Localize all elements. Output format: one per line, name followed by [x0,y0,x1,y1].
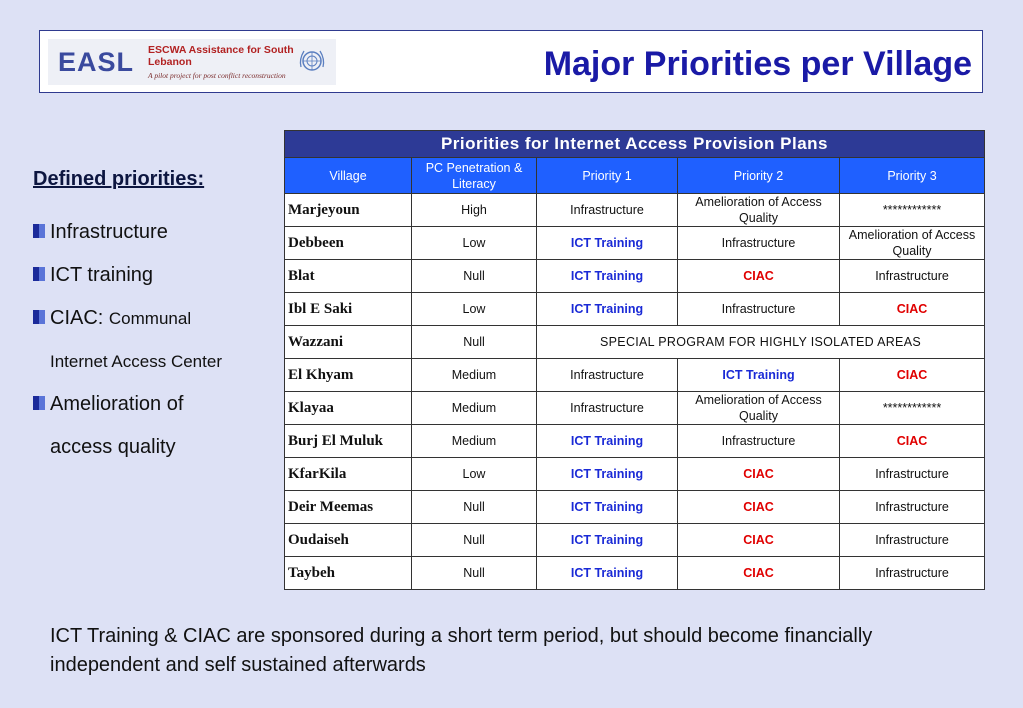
bullet-icon [33,310,45,324]
priority-2-cell: CIAC [678,458,840,491]
logo-subtitle: A pilot project for post conflict reconstruction [148,71,286,80]
bullet-icon [33,267,45,281]
priority-3-cell: Infrastructure [840,458,985,491]
priority-1-cell: ICT Training [537,524,678,557]
bullet-ict-training [33,254,278,297]
col-header-priority-2: Priority 2 [678,158,840,194]
village-cell: Marjeyoun [285,194,412,227]
pc-penetration-cell: Null [412,491,537,524]
slide-header [39,30,983,93]
priority-1-cell: ICT Training [537,227,678,260]
table-row [285,227,985,260]
pc-penetration-cell: Null [412,260,537,293]
priority-3-cell: Infrastructure [840,524,985,557]
priority-3-cell: ************ [840,194,985,227]
pc-penetration-cell: Low [412,293,537,326]
bullet-label: Amelioration of [50,393,184,415]
priority-1-cell: ICT Training [537,293,678,326]
priority-2-cell: CIAC [678,524,840,557]
col-header-village: Village [285,158,412,194]
col-header-pc-penetration: PC Penetration & Literacy [412,158,537,194]
priority-3-cell: Infrastructure [840,491,985,524]
amelioration-cont: access quality [50,436,176,458]
priority-3-cell: Amelioration of Access Quality [840,227,985,260]
village-cell: Ibl E Saki [285,293,412,326]
table-caption: Priorities for Internet Access Provision Plans [285,131,985,158]
pc-penetration-cell: Medium [412,359,537,392]
priorities-list [33,168,278,469]
village-cell: Wazzani [285,326,412,359]
priority-3-cell: Infrastructure [840,260,985,293]
bullet-label: ICT training [50,264,154,286]
village-cell: Oudaiseh [285,524,412,557]
table-row [285,491,985,524]
table-row [285,194,985,227]
village-cell: Burj El Muluk [285,425,412,458]
priority-2-cell: CIAC [678,491,840,524]
footer-note: ICT Training & CIAC are sponsored during a short term period, but should become financially independent and self sustained afterwards [50,625,873,676]
priority-2-cell: Amelioration of Access Quality [678,194,840,227]
table-row [285,293,985,326]
pc-penetration-cell: Null [412,524,537,557]
bullet-label: Infrastructure [50,221,168,243]
special-program-cell: SPECIAL PROGRAM FOR HIGHLY ISOLATED AREAS [537,326,985,359]
priority-1-cell: Infrastructure [537,392,678,425]
slide-title: Major Priorities per Village [543,45,972,83]
priority-2-cell: Infrastructure [678,293,840,326]
table-row [285,326,985,359]
village-cell: Blat [285,260,412,293]
bullet-label: CIAC: [50,307,104,329]
priority-1-cell: Infrastructure [537,359,678,392]
priority-1-cell: ICT Training [537,491,678,524]
bullet-amelioration [33,383,278,426]
col-header-priority-3: Priority 3 [840,158,985,194]
pc-penetration-cell: Low [412,458,537,491]
village-cell: Taybeh [285,557,412,590]
village-cell: Klayaa [285,392,412,425]
priority-1-cell: ICT Training [537,458,678,491]
priority-2-cell: ICT Training [678,359,840,392]
col-header-priority-1: Priority 1 [537,158,678,194]
pc-penetration-cell: Medium [412,425,537,458]
priority-3-cell: CIAC [840,359,985,392]
bullet-infrastructure [33,211,278,254]
table-row [285,557,985,590]
pc-penetration-cell: Low [412,227,537,260]
table-row [285,458,985,491]
logo-mark: EASL [58,46,135,77]
bullet-icon [33,396,45,410]
village-cell: Debbeen [285,227,412,260]
table-row [285,260,985,293]
village-cell: KfarKila [285,458,412,491]
table-row [285,359,985,392]
table-row [285,425,985,458]
village-cell: El Khyam [285,359,412,392]
priority-3-cell: ************ [840,392,985,425]
priority-2-cell: Infrastructure [678,227,840,260]
un-emblem-icon [296,45,328,77]
priorities-table-wrap [284,130,984,590]
priority-1-cell: Infrastructure [537,194,678,227]
priority-2-cell: Infrastructure [678,425,840,458]
priority-2-cell: CIAC [678,260,840,293]
priority-1-cell: ICT Training [537,557,678,590]
priority-3-cell: CIAC [840,425,985,458]
pc-penetration-cell: High [412,194,537,227]
pc-penetration-cell: Null [412,326,537,359]
priority-3-cell: Infrastructure [840,557,985,590]
table-row [285,524,985,557]
easl-logo [48,39,336,85]
priority-1-cell: ICT Training [537,260,678,293]
priority-2-cell: Amelioration of Access Quality [678,392,840,425]
pc-penetration-cell: Medium [412,392,537,425]
village-cell: Deir Meemas [285,491,412,524]
priority-2-cell: CIAC [678,557,840,590]
priorities-table [284,130,985,590]
priority-1-cell: ICT Training [537,425,678,458]
priority-3-cell: CIAC [840,293,985,326]
pc-penetration-cell: Null [412,557,537,590]
table-row [285,392,985,425]
bullet-icon [33,224,45,238]
ciac-expansion: Communal [108,309,192,328]
ciac-expansion-cont: Internet Access Center [50,352,222,371]
bullet-ciac [33,297,278,340]
table-body [285,194,985,590]
priorities-heading: Defined priorities: [33,168,205,190]
logo-title: ESCWA Assistance for South Lebanon [148,44,294,68]
